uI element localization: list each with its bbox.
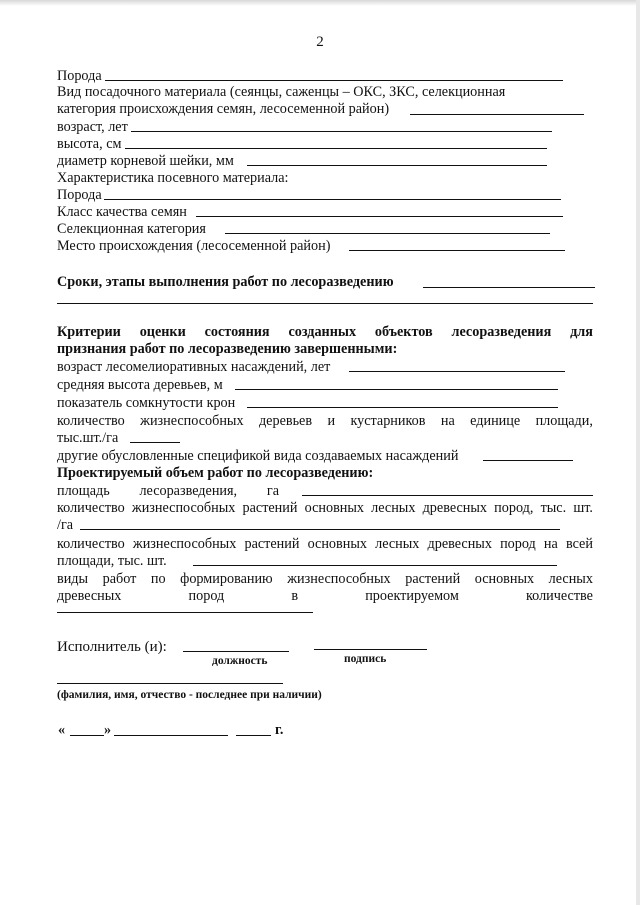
- planting-species-label: Порода: [57, 68, 102, 84]
- scan-edge-right: [636, 0, 640, 905]
- count-field[interactable]: [130, 442, 180, 443]
- schedule-field[interactable]: [423, 287, 595, 288]
- viable-count-word: древесных: [422, 500, 487, 516]
- viable-total-word: на: [543, 536, 558, 552]
- viable-count-label: [57, 500, 593, 516]
- other-criteria-field[interactable]: [483, 460, 573, 461]
- executor-label: Исполнитель (и):: [57, 639, 167, 655]
- canopy-label: показатель сомкнутости крон: [57, 395, 236, 411]
- age-label: возраст, лет: [57, 119, 128, 135]
- full-name-caption: (фамилия, имя, отчество - последнее при наличии): [57, 689, 322, 701]
- viable-count-word: пород,: [494, 500, 534, 516]
- viable-total-field[interactable]: [193, 565, 557, 566]
- plantation-age-label: возраст лесомелиоративных насаждений, лет: [57, 359, 331, 375]
- viable-total-word: пород: [500, 536, 536, 552]
- criteria-heading-word: состояния: [204, 324, 270, 340]
- schedule-field-line2[interactable]: [57, 303, 593, 304]
- area-label-word: га: [266, 483, 279, 499]
- works-word: основных: [474, 571, 535, 587]
- material-type-label: Вид посадочного материала (сеянцы, саженцы – ОКС, ЗКС, селекционная: [57, 84, 506, 100]
- area-field[interactable]: [302, 495, 593, 496]
- criteria-heading-word: созданных: [288, 324, 357, 340]
- count-label-word: кустарников: [350, 413, 426, 429]
- area-label: [57, 483, 279, 499]
- viable-count-word: жизнеспособных: [131, 500, 236, 516]
- age-field[interactable]: [131, 131, 552, 132]
- criteria-heading-cont: признания работ по лесоразведению завершенными:: [57, 341, 398, 357]
- viable-total-word: растений: [244, 536, 300, 552]
- count-label-word: жизнеспособных: [140, 413, 244, 429]
- seed-species-field[interactable]: [104, 199, 561, 200]
- criteria-heading-word: лесоразведения: [451, 324, 552, 340]
- date-open-quote: «: [58, 722, 66, 738]
- date-month-field[interactable]: [114, 735, 228, 736]
- count-label-word: и: [327, 413, 336, 429]
- schedule-heading: Сроки, этапы выполнения работ по лесоразведению: [57, 274, 394, 290]
- area-label-word: площадь: [57, 483, 110, 499]
- count-label-word: единице: [470, 413, 521, 429]
- viable-total-cont: площади, тыс. шт.: [57, 553, 167, 569]
- seed-species-label: Порода: [57, 187, 102, 203]
- viable-total-word: всей: [565, 536, 593, 552]
- position-caption: должность: [212, 655, 268, 667]
- date-day-field[interactable]: [70, 735, 104, 736]
- viable-total-word: основных: [307, 536, 367, 552]
- count-label-word: площади,: [535, 413, 593, 429]
- root-collar-field[interactable]: [247, 165, 547, 166]
- date-close-quote: »: [104, 722, 112, 738]
- position-field[interactable]: [183, 651, 289, 652]
- works-word: формированию: [180, 571, 273, 587]
- avg-height-label: средняя высота деревьев, м: [57, 377, 223, 393]
- works-word: растений: [405, 571, 461, 587]
- count-label-cont: тыс.шт./га: [57, 430, 119, 446]
- works-field[interactable]: [57, 612, 313, 613]
- page-number: 2: [316, 34, 324, 50]
- criteria-heading-word: оценки: [139, 324, 186, 340]
- works-label-cont: [57, 588, 593, 604]
- viable-count-word: растений: [242, 500, 298, 516]
- count-label: [57, 413, 593, 429]
- viable-total-word: количество: [57, 536, 125, 552]
- criteria-heading: [57, 324, 593, 340]
- origin-field[interactable]: [349, 250, 565, 251]
- works-cont-word: пород: [188, 588, 225, 604]
- viable-count-field[interactable]: [80, 529, 560, 530]
- viable-count-word: основных: [304, 500, 364, 516]
- avg-height-field[interactable]: [235, 389, 558, 390]
- signature-caption: подпись: [344, 653, 387, 665]
- criteria-heading-word: для: [570, 324, 593, 340]
- plantation-age-field[interactable]: [349, 371, 565, 372]
- works-cont-word: в: [291, 588, 299, 604]
- works-word: по: [150, 571, 166, 587]
- canopy-field[interactable]: [247, 407, 558, 408]
- quality-class-label: Класс качества семян: [57, 204, 187, 220]
- viable-total-word: древесных: [427, 536, 492, 552]
- viable-total-word: жизнеспособных: [132, 536, 237, 552]
- origin-label: Место происхождения (лесосеменной район): [57, 238, 331, 254]
- selection-category-label: Селекционная категория: [57, 221, 206, 237]
- seed-heading: Характеристика посевного материала:: [57, 170, 289, 186]
- viable-count-word: шт.: [573, 500, 593, 516]
- planting-species-field[interactable]: [105, 80, 563, 81]
- viable-count-word: лесных: [371, 500, 416, 516]
- date-year-field[interactable]: [236, 735, 271, 736]
- works-word: жизнеспособных: [287, 571, 391, 587]
- height-field[interactable]: [125, 148, 547, 149]
- viable-count-word: количество: [57, 500, 125, 516]
- works-word: работ: [102, 571, 137, 587]
- works-label: [57, 571, 593, 587]
- area-label-word: лесоразведения,: [139, 483, 238, 499]
- count-label-word: деревьев: [258, 413, 313, 429]
- works-cont-word: древесных: [57, 588, 122, 604]
- criteria-heading-word: Критерии: [57, 324, 121, 340]
- date-year-suffix: г.: [275, 722, 284, 738]
- criteria-heading-word: объектов: [374, 324, 433, 340]
- volume-heading: Проектируемый объем работ по лесоразведению:: [57, 465, 374, 481]
- works-cont-word: количестве: [526, 588, 593, 604]
- viable-total-word: лесных: [375, 536, 420, 552]
- viable-count-cont: /га: [57, 517, 74, 533]
- viable-total-label: [57, 536, 593, 552]
- selection-category-field[interactable]: [225, 233, 550, 234]
- works-cont-word: проектируемом: [365, 588, 459, 604]
- root-collar-label: диаметр корневой шейки, мм: [57, 153, 234, 169]
- quality-class-field[interactable]: [196, 216, 563, 217]
- signature-field[interactable]: [314, 649, 427, 650]
- count-label-word: количество: [57, 413, 125, 429]
- works-word: лесных: [548, 571, 593, 587]
- full-name-field[interactable]: [57, 683, 283, 684]
- viable-count-word: тыс.: [540, 500, 567, 516]
- count-label-word: на: [440, 413, 455, 429]
- material-type-field[interactable]: [410, 114, 584, 115]
- works-word: виды: [57, 571, 89, 587]
- height-label: высота, см: [57, 136, 122, 152]
- material-type-label-cont: категория происхождения семян, лесосеменной район): [57, 101, 390, 117]
- other-criteria-label: другие обусловленные спецификой вида создаваемых насаждений: [57, 448, 459, 464]
- scan-edge-top: [0, 0, 640, 6]
